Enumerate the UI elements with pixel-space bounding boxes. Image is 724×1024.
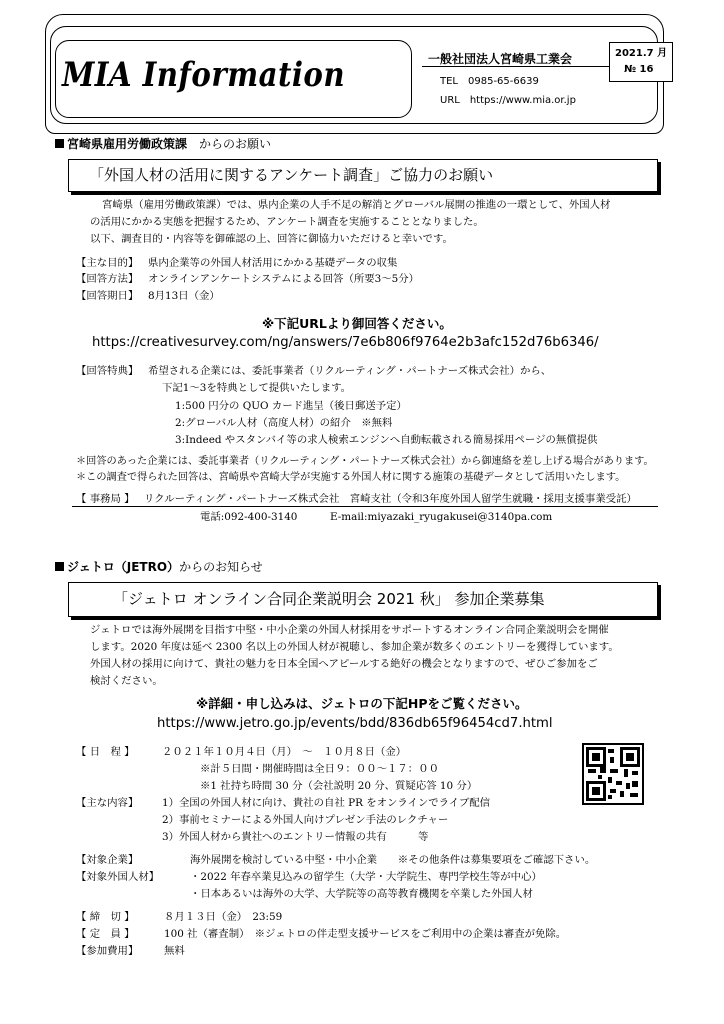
benefit-item: 1:500 円分の QUO カード進呈（後日郵送予定） [175, 400, 407, 412]
newsletter-title: MIA Information [62, 55, 346, 95]
contact-tel: 電話:092-400-3140 [200, 511, 298, 523]
benefit-line: 希望される企業には、委託事業者（リクルーティング・パートナーズ株式会社）から、 [148, 365, 552, 377]
org-tel: TEL 0985-65-6639 [440, 76, 539, 87]
square-bullet-icon [55, 562, 64, 571]
section1-heading: 宮崎県雇用労働政策課 からのお願い [55, 137, 271, 151]
jetro-hp-link[interactable]: https://www.jetro.go.jp/events/bdd/836db65f96454cd7.html [157, 716, 553, 731]
section1-title: 「外国人材の活用に関するアンケート調査」ご協力のお願い [89, 166, 494, 184]
deadline-value: ８月１３日（金） 23:59 [164, 911, 283, 923]
benefit-item: 3:Indeed やスタンバイ等の求人検索エンジンへ自動転載される簡易採用ページの無償提供 [175, 434, 598, 446]
schedule-value: ２０２１年１０月４日（月） ～ １０月８日（金） [162, 746, 407, 758]
benefit-label: 【回答特典】 [76, 365, 139, 377]
target-company-label: 【対象企業】 [76, 854, 139, 866]
capacity-label: 【 定 員 】 [76, 928, 135, 940]
target-company-value: 海外展開を検討している中堅・中小企業 ※その他条件は募集要項をご確認下さい。 [190, 854, 596, 866]
detail-value: 県内企業等の外国人材活用にかかる基礎データの収集 [148, 257, 398, 269]
section2-title-box [68, 582, 658, 617]
section2-intro-line: 検討ください。 [90, 675, 163, 687]
content-item: 2）事前セミナーによる外国人向けプレゼン手法のレクチャー [162, 814, 449, 826]
survey-url-link[interactable]: https://creativesurvey.com/ng/answers/7e6b806f9764e2b3afc152d76b6346/ [92, 335, 599, 350]
target-person-label: 【対象外国人材】 [76, 871, 160, 883]
deadline-label: 【 締 切 】 [76, 911, 135, 923]
issue-box [609, 42, 673, 82]
contact-email: E-mail:miyazaki_ryugakusei@3140pa.com [330, 511, 553, 523]
section2-intro-line: します。2020 年度は延べ 2300 名以上の外国人材が視聴し、参加企業が数多くのエントリーを獲得しています。 [90, 641, 619, 653]
org-name: 一般社団法人宮崎県工業会 [428, 52, 573, 66]
detail-label: 【回答方法】 [76, 273, 139, 285]
detail-value: 8月13日（金） [148, 290, 220, 302]
section2-title: 「ジェトロ オンライン合同企業説明会 2021 秋」 参加企業募集 [113, 590, 545, 608]
schedule-note: ※1 社持ち時間 30 分（会社説明 20 分、質疑応答 10 分） [200, 780, 478, 792]
section2-intro-line: ジェトロでは海外展開を目指す中堅・中小企業の外国人材採用をサポートするオンライン合同企業説明会を開催 [90, 624, 609, 636]
office-value: リクルーティング・パートナーズ株式会社 宮崎支社（令和3年度外国人留学生就職・採用支援事業受託） [144, 493, 637, 505]
qr-finder [620, 747, 640, 767]
detail-value: オンラインアンケートシステムによる回答（所要3～5分） [148, 273, 420, 285]
issue-number: № 16 [624, 64, 654, 75]
detail-label: 【主な目的】 [76, 257, 139, 269]
schedule-label: 【 日 程 】 [76, 746, 135, 758]
org-url: URL https://www.mia.or.jp [440, 95, 576, 106]
square-bullet-icon [55, 139, 64, 148]
note-line: ＊回答のあった企業には、委託事業者（リクルーティング・パートナーズ株式会社）から御連絡を差し上げる場合があります。 [76, 456, 654, 467]
target-person-item: ・2022 年春卒業見込みの留学生（大学・大学院生、専門学校生等が中心） [190, 871, 542, 883]
detail-label: 【回答期日】 [76, 290, 139, 302]
benefit-item: 2:グローバル人材（高度人材）の紹介 ※無料 [175, 417, 393, 429]
fee-label: 【参加費用】 [76, 945, 139, 957]
content-label: 【主な内容】 [76, 797, 139, 809]
survey-url-notice: ※下記URLより御回答ください。 [262, 316, 452, 331]
qr-code-icon[interactable] [582, 743, 644, 805]
capacity-value: 100 社（審査制） ※ジェトロの伴走型支援サービスをご利用中の企業は審査が免除。 [164, 928, 567, 940]
content-item: 1）全国の外国人材に向け、貴社の自社 PR をオンラインでライブ配信 [162, 797, 491, 809]
note-line: ＊この調査で得られた回答は、宮崎県や宮崎大学が実施する外国人材に関する施策の基礎データとして活用いたします。 [76, 472, 626, 483]
section1-title-box [68, 159, 658, 192]
issue-date: 2021.7 月 [615, 48, 668, 59]
qr-finder [586, 747, 606, 767]
section2-heading: ジェトロ（JETRO）からのお知らせ [55, 560, 263, 574]
section1-intro-line: 宮崎県（雇用労働政策課）では、県内企業の人手不足の解消とグローバル展開の推進の一環として、外国人材 [102, 199, 611, 211]
office-underline [72, 506, 658, 507]
section2-intro-line: 外国人材の採用に向けて、貴社の魅力を日本全国へアピールする絶好の機会となりますので、ぜひご参加をご [90, 658, 598, 670]
target-person-item: ・日本あるいは海外の大学、大学院等の高等教育機関を卒業した外国人材 [190, 888, 533, 900]
qr-finder [586, 781, 606, 801]
jetro-hp-notice: ※詳細・申し込みは、ジェトロの下記HPをご覧ください。 [196, 696, 528, 711]
section1-intro-line: 以下、調査目的・内容等を御確認の上、回答に御協力いただけると幸いです。 [90, 233, 453, 245]
schedule-note: ※計５日間・開催時間は全日９：００～１７：００ [200, 763, 439, 775]
content-item: 3）外国人材から貴社へのエントリー情報の共有 等 [162, 831, 429, 843]
section1-intro-line: の活用にかかる実態を把握するため、アンケート調査を実施することとなりました。 [90, 216, 484, 228]
fee-value: 無料 [164, 945, 185, 957]
office-label: 【 事務局 】 [76, 493, 135, 505]
benefit-line: 下記1～3を特典として提供いたします。 [162, 382, 352, 394]
